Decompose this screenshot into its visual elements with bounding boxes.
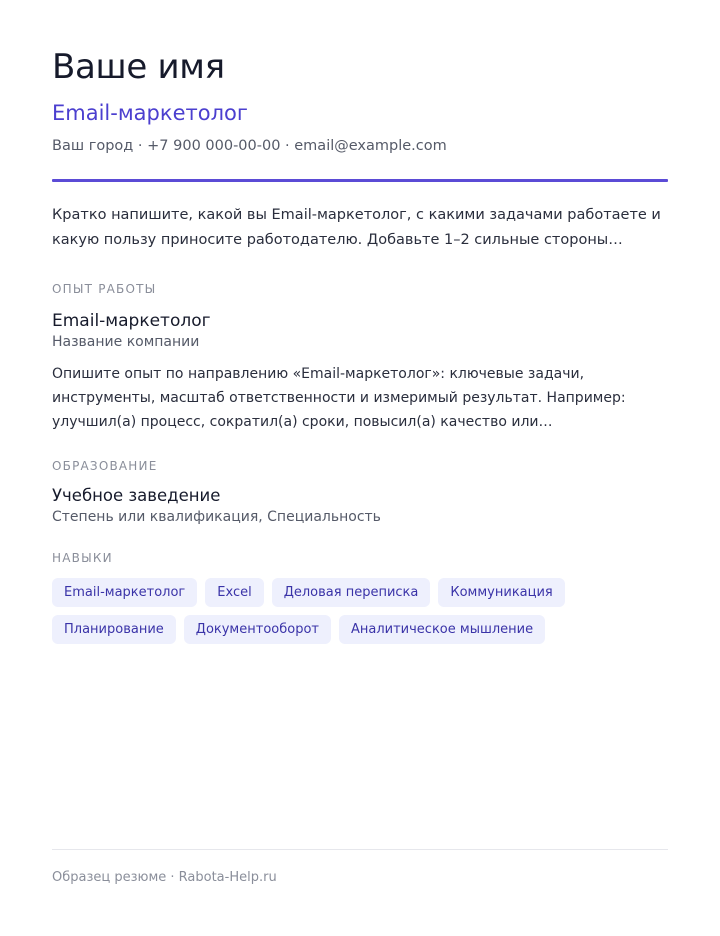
skill-chip: Деловая переписка — [272, 578, 431, 607]
education-details: Степень или квалификация, Специальность — [52, 509, 381, 525]
skills-section-title: НАВЫКИ — [52, 551, 113, 565]
page-footer — [52, 849, 668, 887]
skill-chip: Аналитическое мышление — [339, 615, 545, 644]
candidate-role: Email-маркетолог — [52, 101, 248, 125]
skill-chip: Excel — [205, 578, 263, 607]
skill-chip: Коммуникация — [438, 578, 564, 607]
footer-text: Образец резюме · Rabota-Help.ru — [52, 870, 277, 885]
skill-chip: Документооборот — [184, 615, 331, 644]
header-divider — [52, 179, 668, 182]
contact-line: Ваш город · +7 900 000-00-00 · email@example.com — [52, 138, 447, 154]
skill-chip: Планирование — [52, 615, 176, 644]
experience-section-title: ОПЫТ РАБОТЫ — [52, 282, 157, 296]
job-description: Опишите опыт по направлению «Email-маркетолог»: ключевые задачи, инструменты, масштаб ответственности и измеримый результат. Например: улучшил(а) процесс, сократил(а) сроки, повысил(а) качество или… — [52, 366, 626, 430]
skill-chip: Email-маркетолог — [52, 578, 197, 607]
company-name: Название компании — [52, 334, 200, 350]
education-institution: Учебное заведение — [52, 486, 221, 505]
candidate-name: Ваше имя — [52, 47, 225, 87]
skills-list — [52, 578, 672, 644]
resume-page — [52, 46, 668, 644]
summary-text: Кратко напишите, какой вы Email-маркетолог, с какими задачами работаете и какую пользу приносите работодателю. Добавьте 1–2 сильные стороны… — [52, 207, 661, 248]
education-section-title: ОБРАЗОВАНИЕ — [52, 459, 158, 473]
job-title: Email-маркетолог — [52, 311, 211, 331]
